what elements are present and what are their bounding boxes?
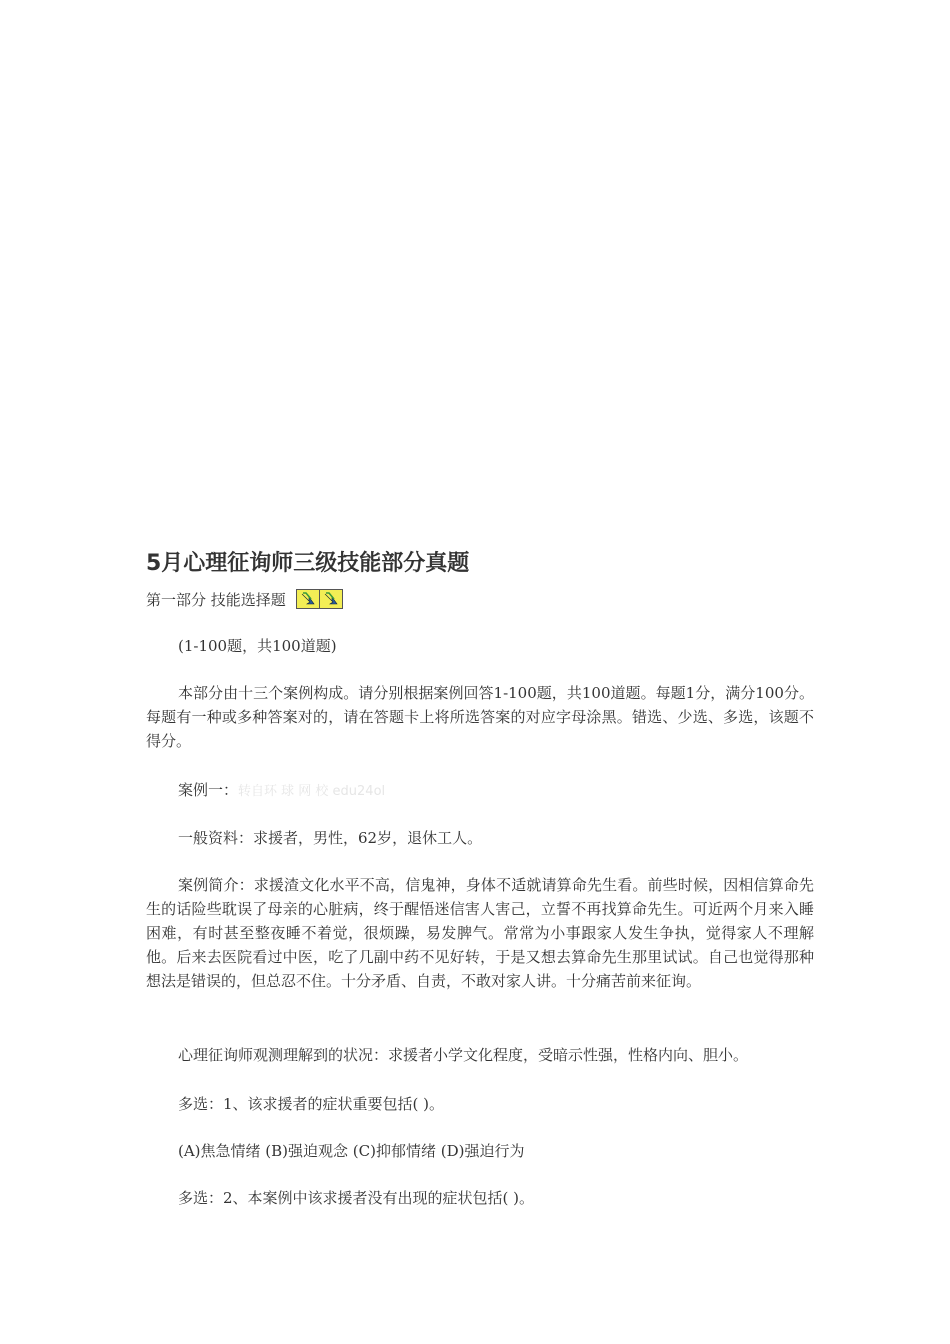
watermark-text: 转自环 球 网 校 edu24ol <box>238 784 386 799</box>
question-range: (1-100题，共100道题) <box>178 637 337 655</box>
arrow-icon-group <box>296 589 343 609</box>
document-title: 5月心理征询师三级技能部分真题 <box>146 551 470 576</box>
case-label: 案例一： <box>178 781 239 799</box>
section-label: 第一部分 技能选择题 <box>146 590 286 609</box>
case-intro-paragraph: 案例简介：求援渣文化水平不高，信鬼神，身体不适就请算命先生看。前些时候，因相信算命先生的话险些耽误了母亲的心脏病，终于醒悟迷信害人害己，立誓不再找算命先生。可近两个月来入睡困难，有时甚至整夜睡不着觉，很烦躁，易发脾气。常常为小事跟家人发生争执，觉得家人不理解他。后来去医院看过中医，吃了几副中药不见好转，于是又想去算命先生那里试试。自己也觉得那种想法是错误的，但总忍不住。十分矛盾、自责，不敢对家人讲。十分痛苦前来征询。 <box>146 876 814 990</box>
case-heading <box>146 778 814 804</box>
question-1: 多选：1、该求援者的症状重要包括( )。 <box>178 1095 445 1113</box>
question-1-options: (A)焦急情绪 (B)强迫观念 (C)抑郁情绪 (D)强迫行为 <box>178 1142 525 1160</box>
section-header <box>146 588 343 610</box>
arrow-icon <box>320 590 342 608</box>
observation-paragraph: 心理征询师观测理解到的状况：求援者小学文化程度，受暗示性强，性格内向、胆小。 <box>178 1046 749 1064</box>
question-2: 多选：2、本案例中该求援者没有出现的症状包括( )。 <box>178 1189 535 1207</box>
arrow-icon <box>297 590 320 608</box>
general-info: 一般资料：求援者，男性，62岁，退休工人。 <box>178 829 483 847</box>
intro-paragraph: 本部分由十三个案例构成。请分别根据案例回答1-100题，共100道题。每题1分，满分100分。每题有一种或多种答案对的，请在答题卡上将所选答案的对应字母涂黑。错选、少选、多选，该题不得分。 <box>146 684 814 750</box>
